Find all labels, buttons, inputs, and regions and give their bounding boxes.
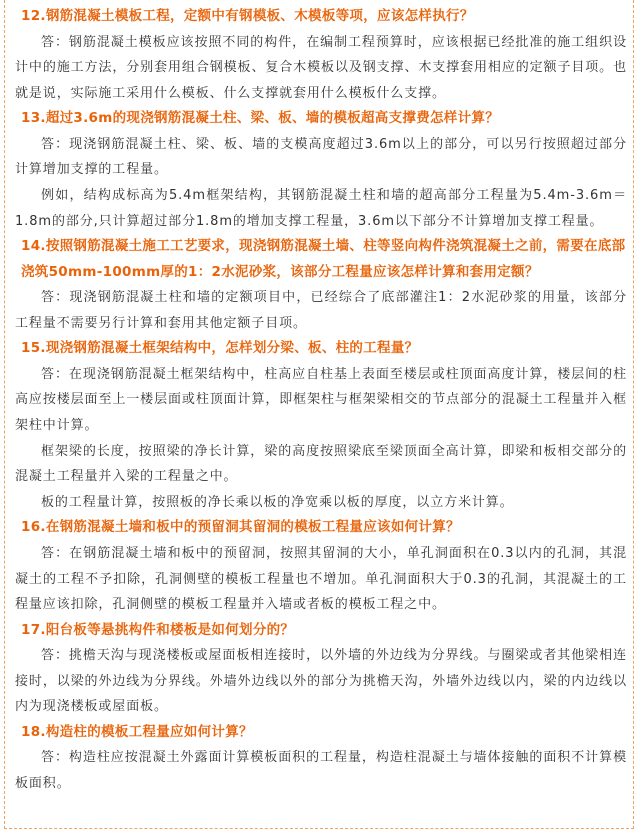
article-content bbox=[15, 4, 627, 797]
qa-section bbox=[15, 106, 627, 234]
question-heading: 14.按照钢筋混凝土施工工艺要求，现浇钢筋混凝土墙、柱等竖向构件浇筑混凝土之前，需要在底部浇筑50mm-100mm厚的1：2水泥砂浆，该部分工程量应该怎样计算和套用定额？ bbox=[21, 238, 626, 280]
question-heading: 13.超过3.6m的现浇钢筋混凝土柱、梁、板、墙的模板超高支撑费怎样计算？ bbox=[21, 110, 499, 127]
qa-section bbox=[15, 4, 627, 106]
question-heading: 15.现浇钢筋混凝土框架结构中，怎样划分梁、板、柱的工程量？ bbox=[21, 340, 419, 357]
answer-paragraph: 板的工程量计算，按照板的净长乘以板的净宽乘以板的厚度，以立方米计算。 bbox=[41, 494, 514, 510]
qa-section bbox=[15, 618, 627, 720]
answer-paragraph: 例如，结构成标高为5.4m框架结构，其钢筋混凝土柱和墙的超高部分工程量为5.4m-3.6m＝1.8m的部分,只计算超过部分1.8m的增加支撑工程量，3.6m以下部分不计算增加支撑工程量。 bbox=[15, 187, 627, 229]
qa-section bbox=[15, 336, 627, 515]
answer-paragraph: 答：现浇钢筋混凝土柱和墙的定额项目中，已经综合了底部灌注1：2水泥砂浆的用量，该部分工程量不需要另行计算和套用其他定额子目项。 bbox=[15, 290, 627, 331]
qa-section bbox=[15, 720, 627, 797]
question-heading: 18.构造柱的模板工程量应如何计算？ bbox=[21, 723, 253, 740]
answer-paragraph: 答：现浇钢筋混凝土柱、梁、板、墙的支模高度超过3.6m以上的部分，可以另行按照超过部分计算增加支撑的工程量。 bbox=[15, 136, 627, 178]
question-heading: 17.阳台板等悬挑构件和楼板是如何划分的？ bbox=[21, 621, 295, 638]
answer-paragraph: 答：钢筋混凝土模板应该按照不同的构件，在编制工程预算时，应该根据已经批准的施工组织设计中的施工方法，分别套用组合钢模板、复合木模板以及钢支撑、木支撑套用相应的定额子目项。也就是说，实际施工采用什么模板、什么支撑就套用什么模板什么支撑。 bbox=[15, 34, 627, 101]
answer-paragraph: 答：挑檐天沟与现浇楼板或屋面板相连接时，以外墙的外边线为分界线。与圈梁或者其他梁相连接时，以梁的外边线为分界线。外墙外边线以外的部分为挑檐天沟，外墙外边线以内，梁的内边线以内为现浇楼板或屋面板。 bbox=[15, 648, 627, 715]
answer-paragraph: 答：在钢筋混凝土墙和板中的预留洞，按照其留洞的大小，单孔洞面积在0.3以内的孔洞，其混凝土的工程不予扣除，孔洞侧壁的模板工程量也不增加。单孔洞面积大于0.3的孔洞，其混凝土的工程量应该扣除，孔洞侧壁的模板工程量并入墙或者板的模板工程之中。 bbox=[15, 545, 627, 613]
question-heading: 16.在钢筋混凝土墙和板中的预留洞其留洞的模板工程量应该如何计算？ bbox=[21, 519, 460, 536]
qa-section bbox=[15, 515, 627, 617]
question-heading: 12.钢筋混凝土模板工程，定额中有钢模板、木模板等项，应该怎样执行？ bbox=[21, 8, 474, 24]
qa-section bbox=[15, 234, 627, 336]
answer-paragraph: 答：构造柱应按混凝土外露面计算模板面积的工程量，构造柱混凝土与墙体接触的面积不计算模板面积。 bbox=[15, 750, 627, 792]
answer-paragraph: 答：在现浇钢筋混凝土框架结构中，柱高应自柱基上表面至楼层或柱顶面高度计算，楼层间的柱高应按楼层面至上一楼层面或柱顶面计算，即框架柱与框架梁相交的节点部分的混凝土工程量并入框架柱中计算。 bbox=[15, 366, 627, 434]
article-card bbox=[4, 0, 634, 829]
answer-paragraph: 框架梁的长度，按照梁的净长计算，梁的高度按照梁底至梁顶面全高计算，即梁和板相交部分的混凝土工程量并入梁的工程量之中。 bbox=[15, 443, 627, 485]
